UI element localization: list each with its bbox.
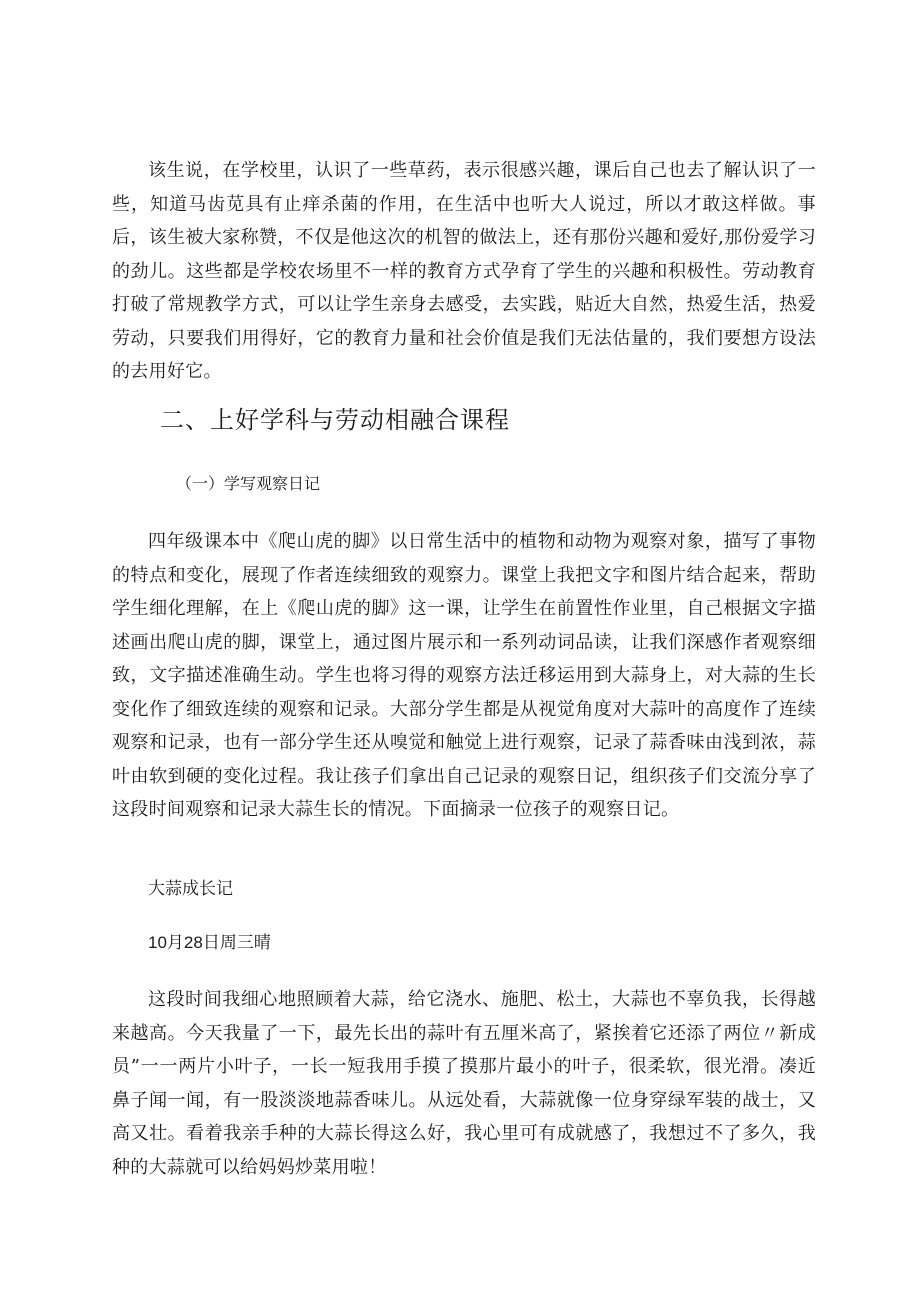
section-heading: 二、上好学科与劳动相融合课程 [160, 406, 510, 434]
diary-paragraph: 这段时间我细心地照顾着大蒜，给它浇水、施肥、松土，大蒜也不辜负我，长得越来越高。今天我量了一下，最先长出的蒜叶有五厘米高了，紧挨着它还添了两位〃新成员”一一两片小叶子，一长一短我用手摸了摸那片最小的叶子，很柔软，很光滑。凑近鼻子闻一闻，有一股淡淡地蒜香味儿。从远处看，大蒜就像一位身穿绿军装的战士，又高又壮。看着我亲手种的大蒜长得这么好，我心里可有成就感了，我想过不了多久，我种的大蒜就可以给妈妈炒菜用啦！ [112, 989, 816, 1178]
body-paragraph-2: 四年级课本中《爬山虎的脚》以日常生活中的植物和动物为观察对象，描写了事物的特点和变化，展现了作者连续细致的观察力。课堂上我把文字和图片结合起来，帮助学生细化理解，在上《爬山虎的脚》这一课，让学生在前置性作业里，自己根据文字描述画出爬山虎的脚，课堂上，通过图片展示和一系列动词品读，让我们深感作者观察细致，文字描述准确生动。学生也将习得的观察方法迁移运用到大蒜身上，对大蒜的生长变化作了细致连续的观察和记录。大部分学生都是从视觉角度对大蒜叶的高度作了连续观察和记录，也有一部分学生还从嗅觉和触觉上进行观察，记录了蒜香味由浅到浓，蒜叶由软到硬的变化过程。我让孩子们拿出自己记录的观察日记，组织孩子们交流分享了这段时间观察和记录大蒜生长的情况。下面摘录一位孩子的观察日记。 [112, 531, 816, 820]
body-paragraph-1: 该生说，在学校里，认识了一些草药，表示很感兴趣，课后自己也去了解认识了一些，知道马齿苋具有止痒杀菌的作用，在生活中也听大人说过，所以才敢这样做。事后，该生被大家称赞，不仅是他这次的机智的做法上，还有那份兴趣和爱好,那份爱学习的劲儿。这些都是学校农场里不一样的教育方式孕育了学生的兴趣和积极性。劳动教育打破了常规教学方式，可以让学生亲身去感受，去实践，贴近大自然，热爱生活，热爱劳动，只要我们用得好，它的教育力量和社会价值是我们无法估量的，我们要想方设法的去用好它。 [112, 160, 816, 382]
diary-title: 大蒜成长记 [148, 879, 233, 899]
subsection-heading: （一）学写观察日记 [176, 474, 321, 493]
diary-date: 10月28日周三晴 [148, 933, 271, 952]
